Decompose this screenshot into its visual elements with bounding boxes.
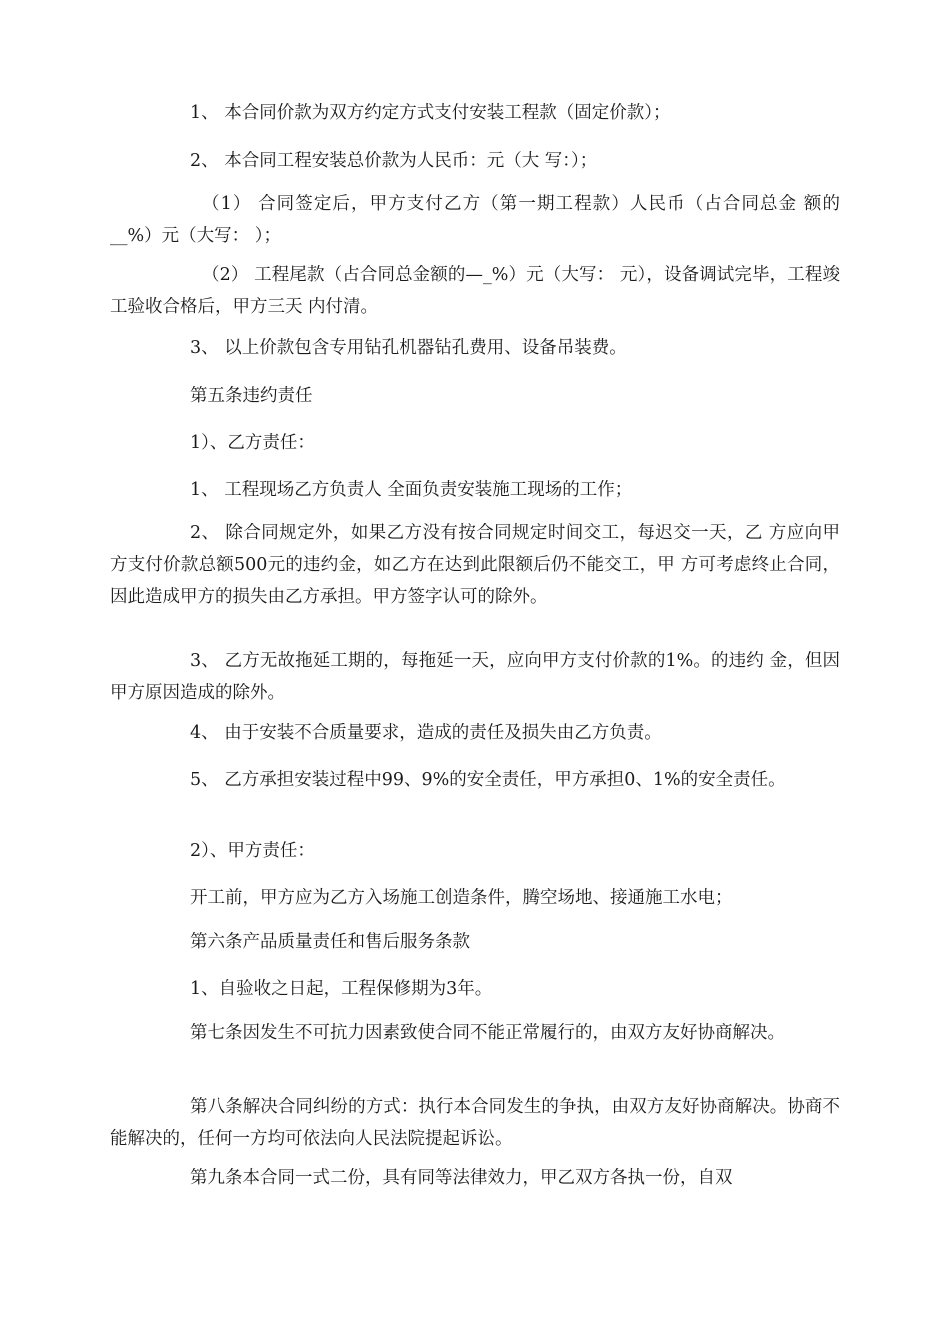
heading-party-a-liability: 2）、甲方责任： [190,841,315,861]
paragraph-article-8: 第八条解决合同纠纷的方式：执行本合同发生的争执，由双方友好协商解决。协商不能解决的，任何一方均可依法向人民法院提起诉讼。 [110,1097,840,1149]
paragraph-article-7: 第七条因发生不可抗力因素致使合同不能正常履行的，由双方友好协商解决。 [190,1023,785,1043]
heading-article-6: 第六条产品质量责任和售后服务条款 [190,932,470,952]
paragraph-payment-method: 1、 本合同价款为双方约定方式支付安装工程款（固定价款）； [190,103,671,123]
paragraph-b-late-delivery: 2、 除合同规定外，如果乙方没有按合同规定时间交工，每迟交一天，乙 方应向甲方支付价款总额500元的违约金，如乙方在达到此限额后仍不能交工，甲 方可考虑终止合同，因此造成甲方的损失由乙方承担。甲方签字认可的除外。 [110,523,840,607]
paragraph-b-quality: 4、 由于安装不合质量要求，造成的责任及损失由乙方负责。 [190,723,662,743]
paragraph-total-price: 2、 本合同工程安装总价款为人民币：元（大 写：）； [190,151,598,171]
heading-article-5: 第五条违约责任 [190,386,313,406]
paragraph-first-payment: （1） 合同签定后，甲方支付乙方（第一期工程款）人民币（占合同总金 额的__%）元（大写： ）； [110,194,840,246]
paragraph-safety-responsibility: 5、 乙方承担安装过程中99、9%的安全责任，甲方承担0、1%的安全责任。 [190,770,786,790]
paragraph-b-site-manager: 1、 工程现场乙方负责人 全面负责安装施工现场的工作； [190,480,633,500]
paragraph-a-site-preparation: 开工前，甲方应为乙方入场施工创造条件，腾空场地、接通施工水电； [190,888,733,908]
paragraph-warranty: 1、自验收之日起，工程保修期为3年。 [190,979,493,999]
paragraph-price-includes: 3、 以上价款包含专用钻孔机器钻孔费用、设备吊装费。 [190,338,627,358]
paragraph-final-payment: （2） 工程尾款（占合同总金额的—_%）元（大写： 元），设备调试完毕，工程竣工验收合格后，甲方三天 内付清。 [110,265,840,317]
paragraph-b-delay-penalty: 3、 乙方无故拖延工期的，每拖延一天，应向甲方支付价款的1%。的违约 金，但因甲方原因造成的除外。 [110,651,840,703]
heading-party-b-liability: 1）、乙方责任： [190,433,315,453]
paragraph-article-9: 第九条本合同一式二份，具有同等法律效力，甲乙双方各执一份，自双 [190,1168,733,1188]
